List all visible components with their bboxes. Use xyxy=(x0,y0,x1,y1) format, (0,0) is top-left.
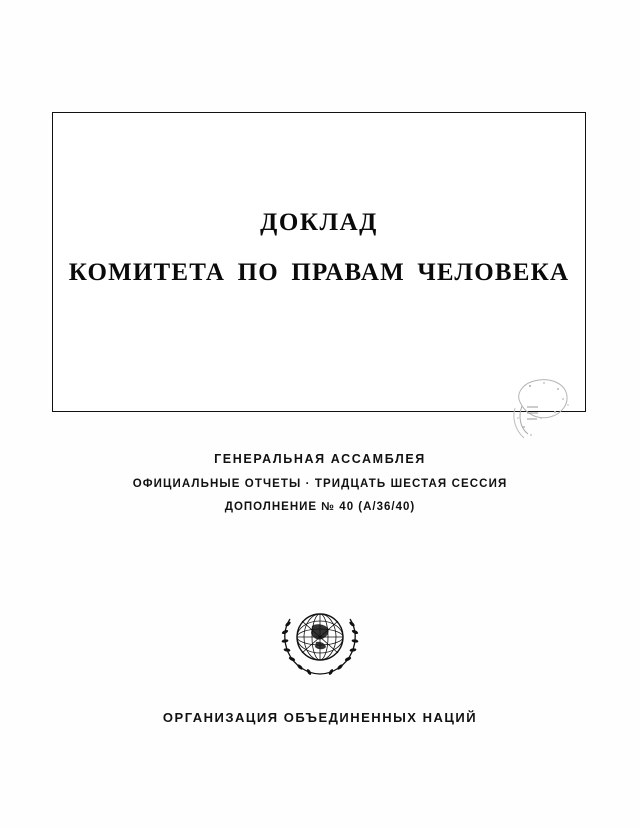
imprint-line-official-records: ОФИЦИАЛЬНЫЕ ОТЧЕТЫ · ТРИДЦАТЬ ШЕСТАЯ СЕССИЯ xyxy=(132,478,508,490)
imprint-block xyxy=(0,452,640,513)
title-box xyxy=(52,112,586,412)
un-emblem-icon xyxy=(272,604,368,678)
imprint-line-general-assembly: ГЕНЕРАЛЬНАЯ АССАМБЛЕЯ xyxy=(214,452,426,466)
report-title-line-1: ДОКЛАД xyxy=(260,209,378,236)
report-title-line-2: КОМИТЕТА ПО ПРАВАМ ЧЕЛОВЕКА xyxy=(68,259,570,286)
imprint-line-supplement: ДОПОЛНЕНИЕ № 40 (A/36/40) xyxy=(224,501,416,513)
publisher-name: ОРГАНИЗАЦИЯ ОБЪЕДИНЕННЫХ НАЦИЙ xyxy=(162,710,478,725)
title-block xyxy=(53,209,585,287)
